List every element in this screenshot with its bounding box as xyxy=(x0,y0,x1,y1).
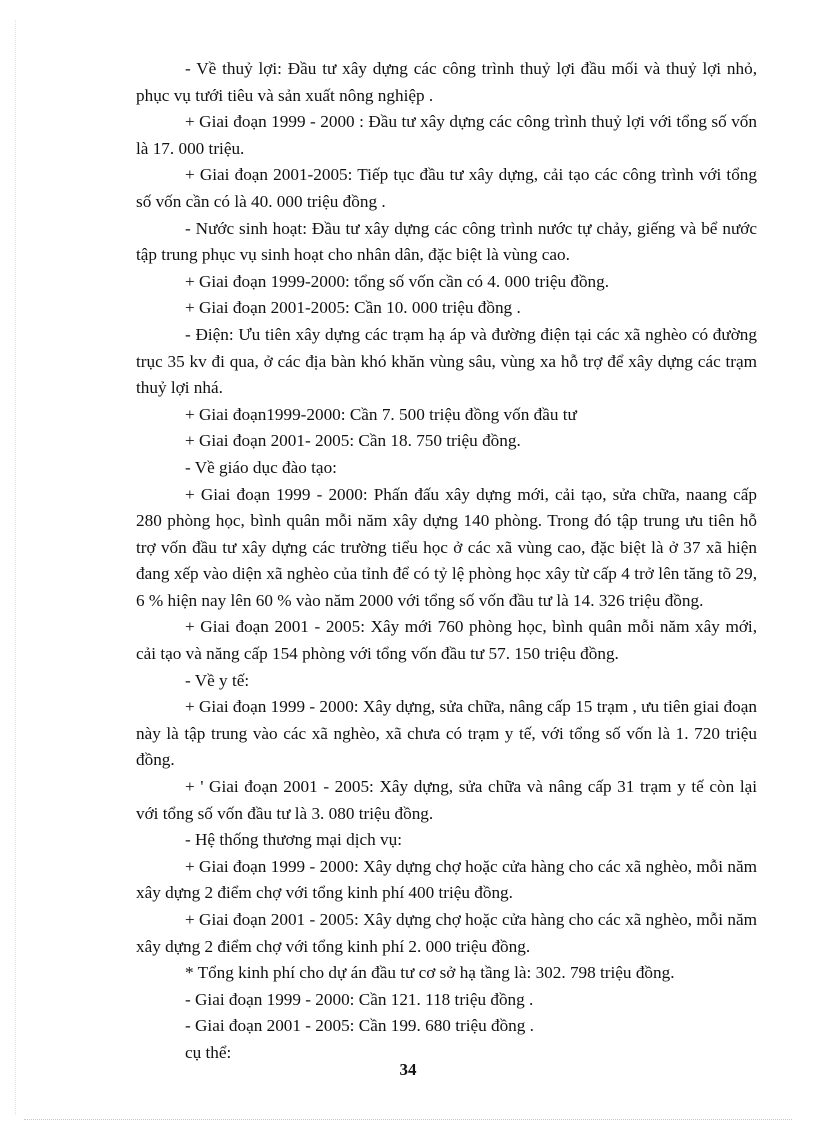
paragraph-water-phase-2: + Giai đoạn 2001-2005: Cần 10. 000 triệu đồng . xyxy=(185,298,521,318)
page-number: 34 xyxy=(399,1060,417,1079)
paragraph-commerce-phase-1: + Giai đoạn 1999 - 2000: Xây dựng chợ hoặc cửa hàng cho các xã nghèo, mỗi năm xây dựng 2 điểm chợ với tổng kinh phí 400 triệu đồng. xyxy=(136,856,757,903)
paragraph-water-phase-1: + Giai đoạn 1999-2000: tổng số vốn cần có 4. 000 triệu đồng. xyxy=(185,271,610,291)
paragraph-water-supply: - Nước sinh hoạt: Đầu tư xây dựng các công trình nước tự chảy, giếng và bể nước tập trung phục vụ sinh hoạt cho nhân dân, đặc biệt là vùng cao. xyxy=(136,218,757,265)
paragraph-health: - Về y tế: xyxy=(185,670,250,690)
paragraph-irrigation: - Về thuỷ lợi: Đầu tư xây dựng các công trình thuỷ lợi đầu mối và thuỷ lợi nhỏ, phục vụ tưới tiêu và sản xuất nông nghiệp . xyxy=(136,59,757,105)
paragraph-commerce-phase-2: + Giai đoạn 2001 - 2005: Xây dựng chợ hoặc cửa hàng cho các xã nghèo, mỗi năm xây dựng 2 điểm chợ với tổng kinh phí 2. 000 triệu đồng. xyxy=(136,910,757,956)
page-border-bottom xyxy=(24,1119,792,1120)
paragraph-details: cụ thể: xyxy=(185,1042,232,1062)
paragraph-health-phase-1: + Giai đoạn 1999 - 2000: Xây dựng, sửa chữa, nâng cấp 15 trạm , ưu tiên giai đoạn này là tập trung vào các xã nghèo, xã chưa có trạm y tế, với tổng số vốn là 1. 720 triệu đồng. xyxy=(136,697,757,770)
paragraph-electricity-phase-1: + Giai đoạn1999-2000: Cần 7. 500 triệu đồng vốn đầu tư xyxy=(185,404,577,424)
body-text xyxy=(136,56,757,1067)
paragraph-education-phase-1: + Giai đoạn 1999 - 2000: Phấn đấu xây dựng mới, cải tạo, sửa chữa, naang cấp 280 phòng học, bình quân mỗi năm xây dựng 140 phòng. Trong đó tập trung ưu tiên hỗ trợ vốn đầu tư xây dựng các trường tiểu học ở các xã vùng cao, đặc biệt là ở 37 xã hiện đang xếp vào diện xã nghèo của tỉnh để có tỷ lệ phòng học xây từ cấp 4 trở lên tăng tõ 29, 6 % hiện nay lên 60 % vào năm 2000 với tổng số vốn đầu tư là 14. 326 triệu đồng. xyxy=(136,484,757,610)
paragraph-education-phase-2: + Giai đoạn 2001 - 2005: Xây mới 760 phòng học, bình quân mỗi năm xây mới, cải tạo và năng cấp 154 phòng với tổng vốn đầu tư 57. 150 triệu đồng. xyxy=(136,617,757,664)
paragraph-irrigation-phase-2: + Giai đoạn 2001-2005: Tiếp tục đầu tư xây dựng, cải tạo các công trình với tổng số vốn cần có là 40. 000 triệu đồng . xyxy=(136,165,757,211)
paragraph-irrigation-phase-1: + Giai đoạn 1999 - 2000 : Đầu tư xây dựng các công trình thuỷ lợi với tổng số vốn là 17. 000 triệu. xyxy=(136,112,757,158)
paragraph-electricity-phase-2: + Giai đoạn 2001- 2005: Cần 18. 750 triệu đồng. xyxy=(185,431,521,451)
paragraph-electricity: - Điện: Ưu tiên xây dựng các trạm hạ áp và đường điện tại các xã nghèo có đường trục 35 kv đi qua, ở các địa bàn khó khăn vùng sâu, vùng xa hỗ trợ để xây dựng các trạm thuỷ lợi nhá. xyxy=(136,324,757,398)
paragraph-commerce: - Hệ thống thương mại dịch vụ: xyxy=(185,830,402,850)
paragraph-total-phase-1: - Giai đoạn 1999 - 2000: Cần 121. 118 triệu đồng . xyxy=(185,989,534,1009)
paragraph-total-phase-2: - Giai đoạn 2001 - 2005: Cần 199. 680 triệu đồng . xyxy=(185,1016,534,1036)
paragraph-total-budget: * Tổng kinh phí cho dự án đầu tư cơ sở hạ tầng là: 302. 798 triệu đồng. xyxy=(185,963,675,983)
paragraph-health-phase-2: + ' Giai đoạn 2001 - 2005: Xây dựng, sửa chữa và nâng cấp 31 trạm y tế còn lại với tổng số vốn đầu tư là 3. 080 triệu đồng. xyxy=(136,777,757,823)
page-border-left xyxy=(15,20,16,1115)
paragraph-education: - Về giáo dục đào tạo: xyxy=(185,457,337,477)
